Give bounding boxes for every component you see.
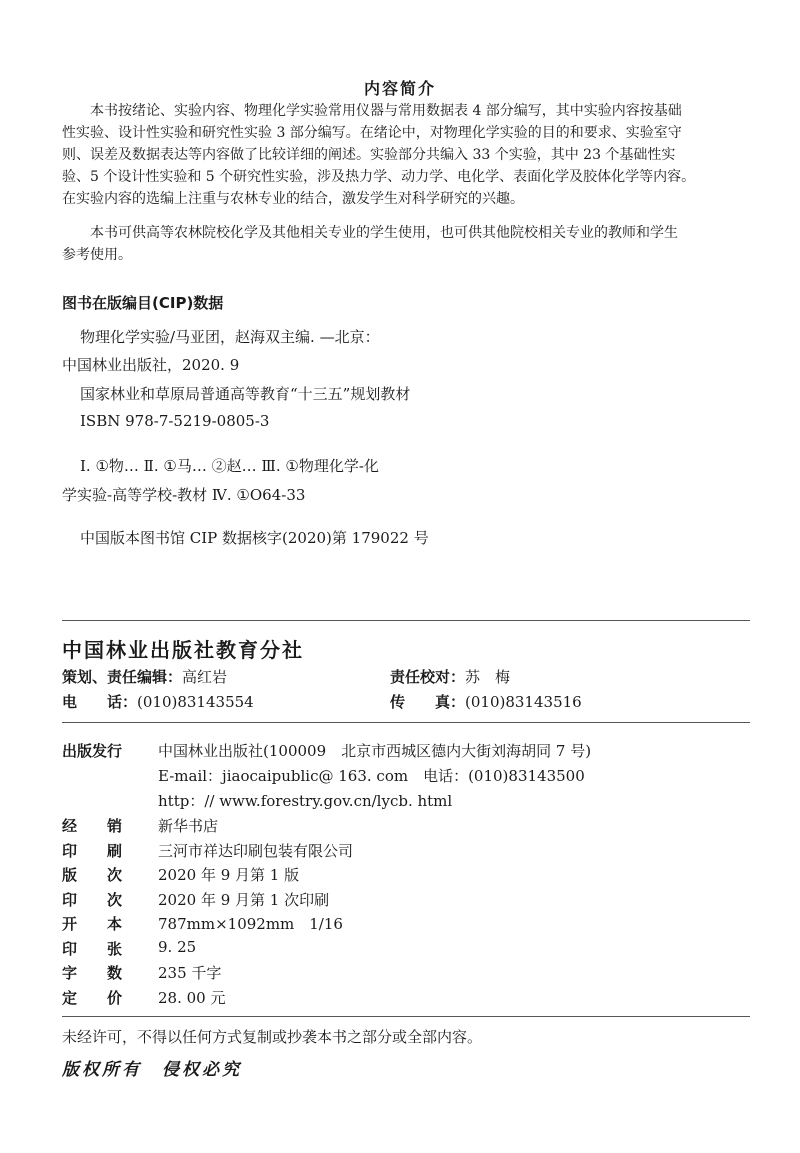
summary-title: 内容简介 [363, 79, 436, 98]
imprint-label-char: 张 [106, 939, 122, 958]
cip-line: 物理化学实验/马亚团，赵海双主编. —北京： [80, 328, 380, 346]
imprint-label-char: 本 [106, 915, 122, 933]
imprint-label [62, 840, 122, 861]
imprint-label [62, 938, 122, 959]
proofreader-label: 责任校对： [390, 668, 466, 686]
distribution-label: 出版发行 [62, 742, 123, 760]
imprint-value: 235 千字 [158, 964, 222, 982]
distribution-website: http：// www.forestry.gov.cn/lycb. html [158, 792, 453, 810]
cip-line: 中国林业出版社，2020. 9 [62, 356, 240, 374]
fax-value: (010)83143516 [465, 693, 582, 711]
summary-paragraph-1 [62, 100, 752, 210]
proofreader-row [390, 666, 510, 687]
imprint-label-char: 价 [106, 988, 122, 1007]
imprint-label-char: 开 [62, 915, 78, 933]
proofreader-value: 苏 梅 [465, 668, 511, 686]
fax-label: 传 真： [390, 693, 466, 711]
cip-isbn: ISBN 978-7-5219-0805-3 [80, 412, 270, 430]
publisher-brand: 中国林业出版社教育分社 [62, 638, 304, 662]
imprint-label-char: 印 [62, 939, 78, 958]
cip-classification: Ⅰ. ①物… Ⅱ. ①马… ②赵… Ⅲ. ①物理化学-化 [80, 457, 379, 475]
imprint-value: 2020 年 9 月第 1 版 [158, 866, 300, 884]
divider [62, 722, 750, 723]
editor-value: 高红岩 [182, 668, 228, 686]
imprint-label-char: 次 [106, 890, 122, 909]
fax-row [390, 691, 582, 712]
summary-line: 在实验内容的选编上注重与农林专业的结合，激发学生对科学研究的兴趣。 [62, 191, 524, 207]
cip-heading: 图书在版编目(CIP)数据 [62, 294, 224, 312]
imprint-value: 787mm×1092mm 1/16 [158, 915, 343, 933]
divider [62, 1016, 750, 1017]
imprint-label-char: 销 [106, 817, 122, 835]
distribution-contact: E-mail：jiaocaipublic@ 163. com 电话：(010)83143500 [158, 767, 585, 785]
imprint-label-char: 次 [106, 866, 122, 884]
cip-classification: 学实验-高等学校-教材 Ⅳ. ①O64-33 [62, 486, 306, 504]
phone-row [62, 691, 254, 712]
cip-verification: 中国版本图书馆 CIP 数据核字(2020)第 179022 号 [80, 529, 429, 547]
summary-paragraph-2 [62, 222, 752, 266]
imprint-label-char: 版 [62, 866, 78, 884]
imprint-value: 新华书店 [158, 817, 219, 835]
editor-row [62, 666, 227, 687]
divider [62, 620, 750, 621]
imprint-label-char: 字 [62, 964, 78, 982]
cip-line: 国家林业和草原局普通高等教育“十三五”规划教材 [80, 385, 411, 403]
rights-statement: 版权所有 侵权必究 [62, 1060, 242, 1080]
summary-line: 性实验、设计性实验和研究性实验 3 部分编写。在绪论中，对物理化学实验的目的和要求、实验室守 [62, 125, 682, 141]
copyright-notice: 未经许可，不得以任何方式复制或抄袭本书之部分或全部内容。 [62, 1028, 483, 1046]
summary-line: 则、误差及数据表达等内容做了比较详细的阐述。实验部分共编入 33 个实验，其中 23 个基础性实 [62, 147, 676, 163]
imprint-label [62, 864, 122, 885]
imprint-label [62, 815, 122, 836]
imprint-label-char: 刷 [106, 841, 122, 860]
imprint-label-char: 印 [62, 890, 78, 909]
phone-value: (010)83143554 [137, 693, 254, 711]
phone-label: 电 话： [62, 693, 138, 711]
summary-line: 本书可供高等农林院校化学及其他相关专业的学生使用，也可供其他院校相关专业的教师和学生 [90, 225, 678, 241]
imprint-label [62, 987, 122, 1008]
distribution-address: 中国林业出版社(100009 北京市西城区德内大街刘海胡同 7 号) [158, 742, 592, 760]
imprint-label-char: 数 [106, 964, 122, 982]
summary-line: 本书按绪论、实验内容、物理化学实验常用仪器与常用数据表 4 部分编写，其中实验内容按基础 [90, 103, 682, 119]
imprint-value: 28. 00 元 [158, 988, 226, 1007]
imprint-label-char: 经 [62, 817, 78, 835]
imprint-value: 2020 年 9 月第 1 次印刷 [158, 890, 330, 909]
imprint-value: 三河市祥达印刷包装有限公司 [158, 841, 354, 860]
summary-line: 验、5 个设计性实验和 5 个研究性实验，涉及热力学、动力学、电化学、表面化学及胶体化学等内容。 [62, 169, 696, 185]
summary-line: 参考使用。 [62, 247, 132, 263]
imprint-value: 9. 25 [158, 937, 197, 956]
imprint-label [62, 962, 122, 983]
imprint-label [62, 889, 122, 910]
imprint-label-char: 印 [62, 841, 78, 860]
imprint-label-char: 定 [62, 988, 78, 1007]
editor-label: 策划、责任编辑： [62, 668, 183, 686]
imprint-label [62, 913, 122, 934]
